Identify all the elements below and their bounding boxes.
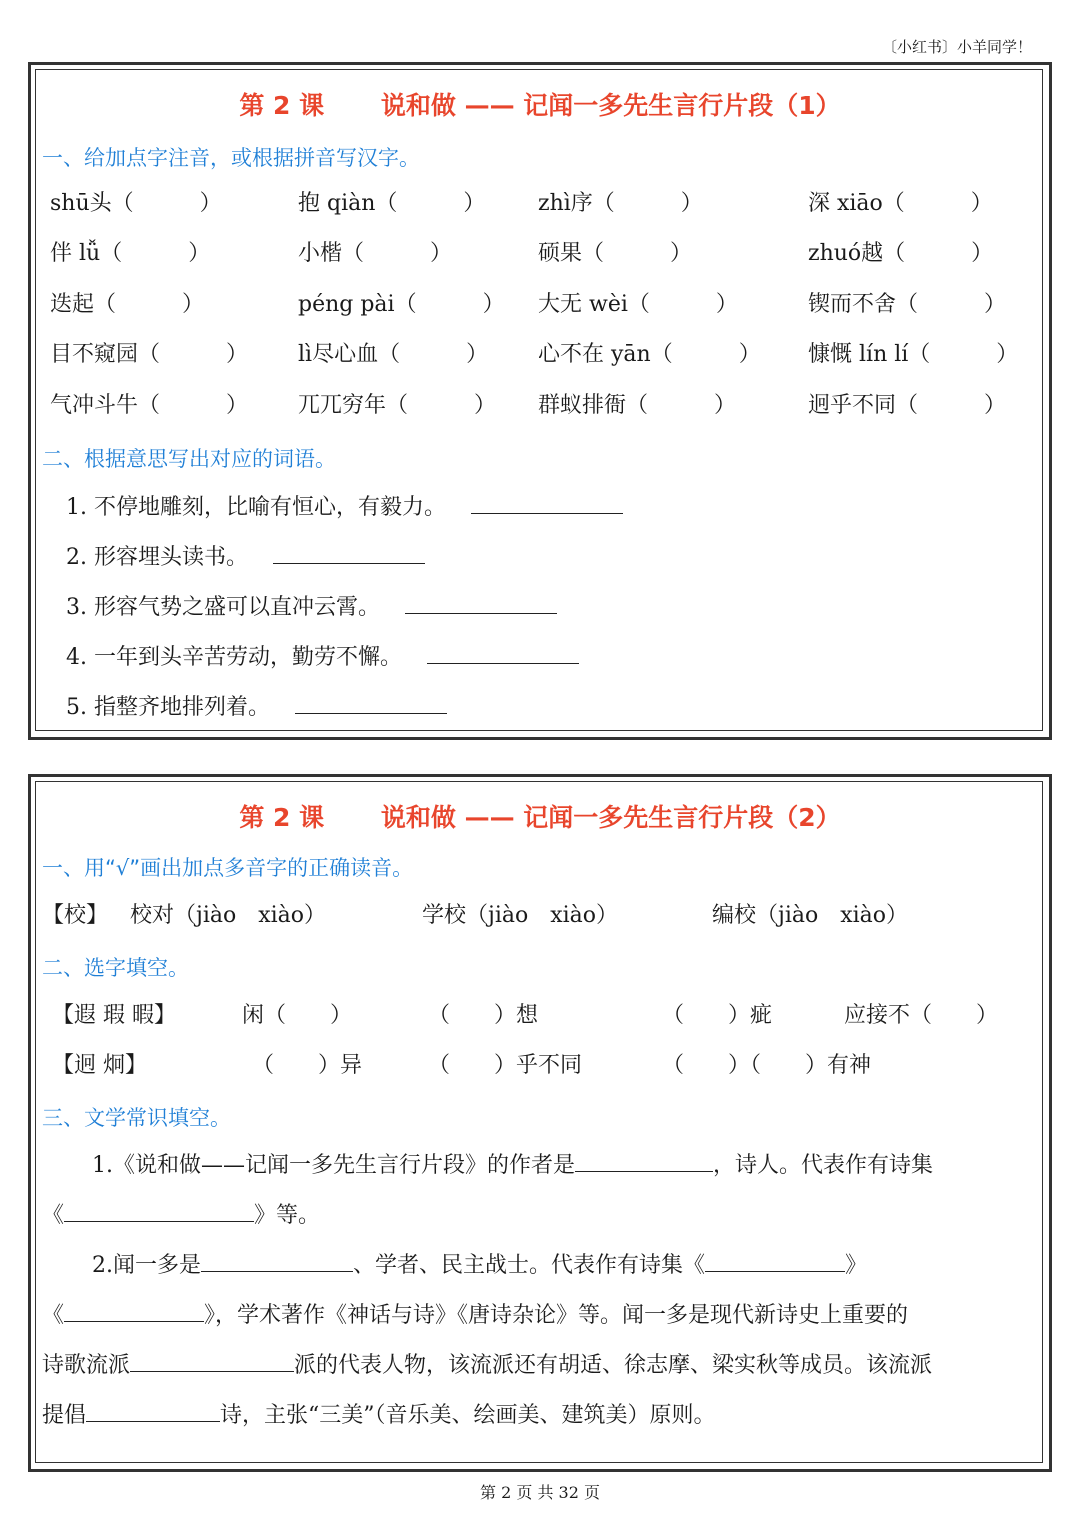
answer-blank[interactable]: [575, 1149, 713, 1172]
literature-text: 2.闻一多是: [92, 1253, 201, 1278]
answer-blank[interactable]: [427, 641, 579, 664]
literature-line: [42, 1398, 716, 1429]
pinyin-item: 群蚁排衙（ ）: [538, 393, 737, 418]
pinyin-item: shū头（ ）: [50, 191, 222, 216]
pinyin-item: 硕果（ ）: [538, 241, 693, 266]
pinyin-item: lì尽心血（ ）: [298, 342, 489, 367]
pinyin-item: 伴 lǚ（ ）: [50, 241, 211, 266]
word-question: [66, 540, 425, 571]
section-heading-words: 二、根据意思写出对应的词语。: [42, 447, 336, 471]
word-question-text: 3. 形容气势之盛可以直冲云霄。: [66, 595, 380, 620]
lesson-number-1: 第 2 课: [239, 91, 325, 120]
polyphone-item[interactable]: 编校（jiào xiào）: [712, 903, 909, 928]
answer-blank[interactable]: [471, 491, 623, 514]
literature-text: 》: [845, 1253, 868, 1278]
literature-line: [92, 1148, 933, 1179]
pinyin-item: 慷慨 lín lí（ ）: [808, 342, 1019, 367]
literature-line: [42, 1298, 908, 1329]
answer-blank[interactable]: [130, 1349, 294, 1372]
pinyin-item: zhì序（ ）: [538, 191, 703, 216]
literature-text: 《: [42, 1203, 65, 1228]
word-question: [66, 640, 579, 671]
word-question-text: 2. 形容埋头读书。: [66, 545, 248, 570]
header-tag: 〔小红书〕小羊同学！: [881, 38, 1032, 56]
literature-text: 诗，主张“三美”（音乐美、绘画美、建筑美）原则。: [220, 1403, 716, 1428]
literature-text: 提倡: [42, 1403, 87, 1428]
literature-text: ，诗人。代表作有诗集: [713, 1153, 934, 1178]
lesson-title-2: [30, 798, 1050, 834]
answer-blank[interactable]: [86, 1399, 220, 1422]
lesson-name-2: 说和做 —— 记闻一多先生言行片段（2）: [380, 803, 841, 832]
section-heading-literature: 三、文学常识填空。: [42, 1106, 231, 1130]
pinyin-item: 气冲斗牛（ ）: [50, 393, 249, 418]
pinyin-item: 小楷（ ）: [298, 241, 453, 266]
section-heading-pinyin: 一、给加点字注音，或根据拼音写汉字。: [42, 146, 420, 170]
fill-item[interactable]: （ ）疵: [662, 1003, 773, 1028]
choice-label: 【遐 瑕 暇】: [52, 1003, 176, 1028]
section-heading-fill: 二、选字填空。: [42, 956, 189, 980]
page-footer: 第 2 页 共 32 页: [480, 1483, 600, 1502]
fill-item[interactable]: 应接不（ ）: [844, 1003, 999, 1028]
literature-text: 》等。: [254, 1203, 321, 1228]
polyphone-label: 【校】: [42, 903, 109, 928]
word-question: [66, 690, 447, 721]
pinyin-item: 目不窥园（ ）: [50, 342, 249, 367]
answer-blank[interactable]: [295, 691, 447, 714]
literature-line: [42, 1348, 932, 1379]
pinyin-item: 心不在 yān（ ）: [538, 342, 761, 367]
lesson-name-1: 说和做 —— 记闻一多先生言行片段（1）: [380, 91, 841, 120]
fill-item[interactable]: （ ）异: [252, 1053, 363, 1078]
fill-item[interactable]: （ ）乎不同: [428, 1053, 583, 1078]
answer-blank[interactable]: [64, 1199, 254, 1222]
section-heading-polyphone: 一、用“√”画出加点多音字的正确读音。: [42, 856, 414, 880]
literature-text: 派的代表人物，该流派还有胡适、徐志摩、梁实秋等成员。该流派: [294, 1353, 933, 1378]
pinyin-item: 兀兀穷年（ ）: [298, 393, 497, 418]
polyphone-item[interactable]: 校对（jiào xiào）: [130, 903, 327, 928]
word-question-text: 1. 不停地雕刻，比喻有恒心，有毅力。: [66, 495, 446, 520]
pinyin-item: 迥乎不同（ ）: [808, 393, 1007, 418]
literature-text: 1.《说和做——记闻一多先生言行片段》的作者是: [92, 1153, 575, 1178]
lesson-number-2: 第 2 课: [239, 803, 325, 832]
word-question-text: 4. 一年到头辛苦劳动，勤劳不懈。: [66, 645, 402, 670]
answer-blank[interactable]: [705, 1249, 845, 1272]
pinyin-item: 大无 wèi（ ）: [538, 292, 738, 317]
polyphone-item[interactable]: 学校（jiào xiào）: [422, 903, 619, 928]
fill-item[interactable]: （ ）（ ）有神: [662, 1053, 872, 1078]
answer-blank[interactable]: [64, 1299, 204, 1322]
choice-label: 【迥 炯】: [52, 1053, 147, 1078]
literature-text: 《: [42, 1303, 65, 1328]
literature-line: [42, 1198, 320, 1229]
pinyin-item: 迭起（ ）: [50, 292, 205, 317]
fill-item[interactable]: 闲（ ）: [242, 1003, 353, 1028]
literature-text: 诗歌流派: [42, 1353, 131, 1378]
fill-item[interactable]: （ ）想: [428, 1003, 539, 1028]
word-question: [66, 490, 623, 521]
word-question: [66, 590, 557, 621]
pinyin-item: 深 xiāo（ ）: [808, 191, 993, 216]
pinyin-item: péng pài（ ）: [298, 292, 505, 317]
pinyin-item: 锲而不舍（ ）: [808, 292, 1007, 317]
answer-blank[interactable]: [201, 1249, 353, 1272]
answer-blank[interactable]: [273, 541, 425, 564]
literature-text: 》，学术著作《神话与诗》《唐诗杂论》等。闻一多是现代新诗史上重要的: [204, 1303, 909, 1328]
pinyin-item: 抱 qiàn（ ）: [298, 191, 486, 216]
literature-line: [92, 1248, 867, 1279]
answer-blank[interactable]: [405, 591, 557, 614]
word-question-text: 5. 指整齐地排列着。: [66, 695, 270, 720]
lesson-title-1: [30, 86, 1050, 122]
pinyin-item: zhuó越（ ）: [808, 241, 994, 266]
literature-text: 、学者、民主战士。代表作有诗集《: [353, 1253, 706, 1278]
